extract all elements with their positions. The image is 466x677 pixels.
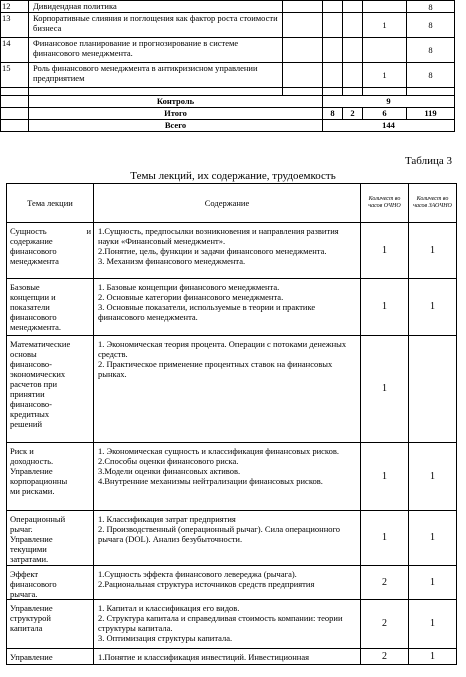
top-table-row xyxy=(1,63,455,88)
topic-word: Эффект xyxy=(10,569,39,579)
content-item: 3.Модели оценки финансовых активов. xyxy=(98,466,241,476)
itogo-c: 6 xyxy=(363,108,407,120)
lecture-topic xyxy=(7,336,94,443)
hours-och: 1 xyxy=(361,336,409,443)
row-cell-empty xyxy=(283,38,323,63)
row-topic: Дивидендная политика xyxy=(29,1,283,13)
topic-word: Операционный xyxy=(10,514,66,524)
topic-word: Базовые xyxy=(10,282,40,292)
empty-cell xyxy=(283,88,323,96)
topic-line: экономических xyxy=(10,369,66,379)
lecture-content xyxy=(94,600,361,649)
hours-zaoch: 1 xyxy=(409,443,457,511)
itogo-a: 8 xyxy=(323,108,343,120)
lecture-topic xyxy=(7,600,94,649)
content-item: 1. Базовые концепции финансового менеджмента. xyxy=(98,282,280,292)
topic-line: расчетов при xyxy=(10,379,58,389)
hours-och: 1 xyxy=(361,223,409,279)
itogo-b: 2 xyxy=(343,108,363,120)
hours-och: 1 xyxy=(361,511,409,566)
row-cell-b xyxy=(343,13,363,38)
row-topic: Корпоративные слияния и поглощения как фактор роста стоимости бизнеса xyxy=(29,13,283,38)
vsego-row xyxy=(1,120,455,132)
row-cell-a xyxy=(323,63,343,88)
topic-line: финансового xyxy=(10,246,57,256)
hours-zaoch: 1 xyxy=(409,279,457,336)
content-item: 3. Оптимизация структуры капитала. xyxy=(98,633,233,643)
lecture-content xyxy=(94,511,361,566)
lecture-topic xyxy=(7,511,94,566)
table-title: Темы лекций, их содержание, трудоемкость xyxy=(130,170,336,182)
content-item: 2.Рациональная структура источников средств предприятия xyxy=(98,579,315,589)
hours-zaoch: 1 xyxy=(409,223,457,279)
row-cell-c: 1 xyxy=(363,63,407,88)
row-cell-b xyxy=(343,63,363,88)
lecture-content xyxy=(94,649,361,665)
empty-cell xyxy=(1,88,29,96)
row-cell-c: 1 xyxy=(363,13,407,38)
empty-cell xyxy=(1,108,29,120)
lecture-row xyxy=(7,336,457,443)
row-cell-d: 8 xyxy=(407,38,455,63)
row-number: 14 xyxy=(1,38,29,63)
topic-line: основы xyxy=(10,349,37,359)
row-number: 12 xyxy=(1,1,29,13)
lecture-row xyxy=(7,223,457,279)
topic-line: кредитных xyxy=(10,409,50,419)
row-topic: Финансовое планирование и прогнозирование в системе финансового менеджмента. xyxy=(29,38,283,63)
content-item: 2. Производственный (операционный рычаг). Сила операционного рычага (DOL). Анализ безубыточности. xyxy=(98,524,341,544)
top-table-spacer-row xyxy=(1,88,455,96)
lecture-topic xyxy=(7,223,94,279)
topic-word: Риск и xyxy=(10,446,34,456)
content-item: 2.Понятие, цель, функции и задачи финансового менеджмента. xyxy=(98,246,327,256)
row-cell-empty xyxy=(283,1,323,13)
empty-cell xyxy=(1,96,29,108)
topic-line: концепции и xyxy=(10,292,56,302)
empty-cell xyxy=(343,88,363,96)
header-topic: Тема лекции xyxy=(7,184,94,223)
hours-distribution-table xyxy=(0,0,455,132)
hours-och: 1 xyxy=(361,279,409,336)
hours-zaoch: 1 xyxy=(409,649,457,665)
topic-line: капитала xyxy=(10,623,43,633)
itogo-d: 119 xyxy=(407,108,455,120)
control-row xyxy=(1,96,455,108)
empty-cell xyxy=(363,88,407,96)
topic-line: доходность. xyxy=(10,456,54,466)
topic-line: текущими xyxy=(10,544,47,554)
lecture-content xyxy=(94,443,361,511)
content-item: 2.Способы оценки финансового риска. xyxy=(98,456,239,466)
row-cell-a xyxy=(323,1,343,13)
topic-line: корпорационны xyxy=(10,476,68,486)
content-item: 3. Механизм финансового менеджмента. xyxy=(98,256,246,266)
topic-word: Математические xyxy=(10,339,71,349)
content-item: 2. Основные категории финансового менеджмента. xyxy=(98,292,284,302)
content-item: 1.Понятие и классификация инвестиций. Инвестиционная xyxy=(98,652,310,662)
row-cell-d: 8 xyxy=(407,13,455,38)
content-item: 1. Капитал и классификация его видов. xyxy=(98,603,240,613)
lecture-row xyxy=(7,443,457,511)
topic-line: затратами. xyxy=(10,554,49,564)
header-content: Содержание xyxy=(94,184,361,223)
topic-line: финансово- xyxy=(10,399,52,409)
control-value: 9 xyxy=(323,96,455,108)
topic-line: принятии xyxy=(10,389,45,399)
topic-line: менеджмента. xyxy=(10,322,61,332)
lecture-content xyxy=(94,279,361,336)
lectures-table xyxy=(6,183,457,665)
hours-och: 2 xyxy=(361,566,409,600)
header-row xyxy=(7,184,457,223)
hours-och: 1 xyxy=(361,443,409,511)
topic-line: Управление xyxy=(10,534,53,544)
hours-zaoch xyxy=(409,336,457,443)
content-item: 1.Сущность эффекта финансового левереджа (рычага). xyxy=(98,569,297,579)
header-hours-zaoch: Количест во часов ЗАОЧНО xyxy=(409,184,457,223)
topic-line: ми рисками. xyxy=(10,486,55,496)
topic-line: менеджмента xyxy=(10,256,59,266)
row-cell-a xyxy=(323,13,343,38)
row-cell-b xyxy=(343,1,363,13)
lecture-topic xyxy=(7,279,94,336)
lecture-topic xyxy=(7,649,94,665)
row-cell-a xyxy=(323,38,343,63)
header-hours-och: Количест во часов ОЧНО xyxy=(361,184,409,223)
top-table-row xyxy=(1,1,455,13)
content-item: 1. Экономическая сущность и классификация финансовых рисков. xyxy=(98,446,340,456)
itogo-row xyxy=(1,108,455,120)
topic-line: рычага. xyxy=(10,589,38,599)
topic-word: Управление xyxy=(10,603,53,613)
row-cell-d: 8 xyxy=(407,63,455,88)
topic-line: Управление xyxy=(10,466,53,476)
content-item: 4.Внутренние механизмы нейтрализации финансовых рисков. xyxy=(98,476,323,486)
row-cell-empty xyxy=(283,13,323,38)
lecture-row xyxy=(7,566,457,600)
topic-line: финансово- xyxy=(10,359,52,369)
control-label: Контроль xyxy=(29,96,323,108)
content-item: 2. Практическое применение процентных ставок на финансовых рынках. xyxy=(98,359,333,379)
topic-line: показатели xyxy=(10,302,50,312)
lecture-row xyxy=(7,279,457,336)
vsego-value: 144 xyxy=(323,120,455,132)
content-item: 3. Основные показатели, используемые в теории и практике финансового менеджмента. xyxy=(98,302,316,322)
topic-line: финансового xyxy=(10,579,57,589)
lecture-content xyxy=(94,336,361,443)
empty-cell xyxy=(323,88,343,96)
lecture-row xyxy=(7,511,457,566)
row-cell-c xyxy=(363,38,407,63)
itogo-label: Итого xyxy=(29,108,323,120)
lecture-topic xyxy=(7,566,94,600)
row-cell-empty xyxy=(283,63,323,88)
row-topic: Роль финансового менеджмента в антикризисном управлении предприятием xyxy=(29,63,283,88)
lecture-topic xyxy=(7,443,94,511)
hours-och: 2 xyxy=(361,649,409,665)
lecture-row xyxy=(7,600,457,649)
vsego-label: Всего xyxy=(29,120,323,132)
topic-line: финансового xyxy=(10,312,57,322)
top-table-row xyxy=(1,38,455,63)
hours-zaoch: 1 xyxy=(409,511,457,566)
row-number: 15 xyxy=(1,63,29,88)
content-item: 1.Сущность, предпосылки возникновения и направления развития науки «Финансовый менеджмент». xyxy=(98,226,339,246)
content-item: 2. Структура капитала и справедливая стоимость компании: теории структуры капитала. xyxy=(98,613,343,633)
topic-word: Сущность xyxy=(10,226,47,236)
top-table-row xyxy=(1,13,455,38)
hours-och: 2 xyxy=(361,600,409,649)
row-cell-d: 8 xyxy=(407,1,455,13)
topic-line: структурой xyxy=(10,613,51,623)
empty-cell xyxy=(1,120,29,132)
empty-cell xyxy=(407,88,455,96)
row-number: 13 xyxy=(1,13,29,38)
hours-zaoch: 1 xyxy=(409,566,457,600)
topic-line: содержание xyxy=(10,236,53,246)
lecture-content xyxy=(94,566,361,600)
topic-line: рычаг. xyxy=(10,524,33,534)
empty-cell xyxy=(29,88,283,96)
topic-line: решений xyxy=(10,419,42,429)
topic-word: Управление xyxy=(10,652,53,662)
content-item: 1. Экономическая теория процента. Операции с потоками денежных средств. xyxy=(98,339,347,359)
topic-word: и xyxy=(86,226,91,236)
content-item: 1. Классификация затрат предприятия xyxy=(98,514,236,524)
lecture-content xyxy=(94,223,361,279)
row-cell-c xyxy=(363,1,407,13)
row-cell-b xyxy=(343,38,363,63)
hours-zaoch: 1 xyxy=(409,600,457,649)
lecture-row xyxy=(7,649,457,665)
table-number: Таблица 3 xyxy=(404,155,452,167)
